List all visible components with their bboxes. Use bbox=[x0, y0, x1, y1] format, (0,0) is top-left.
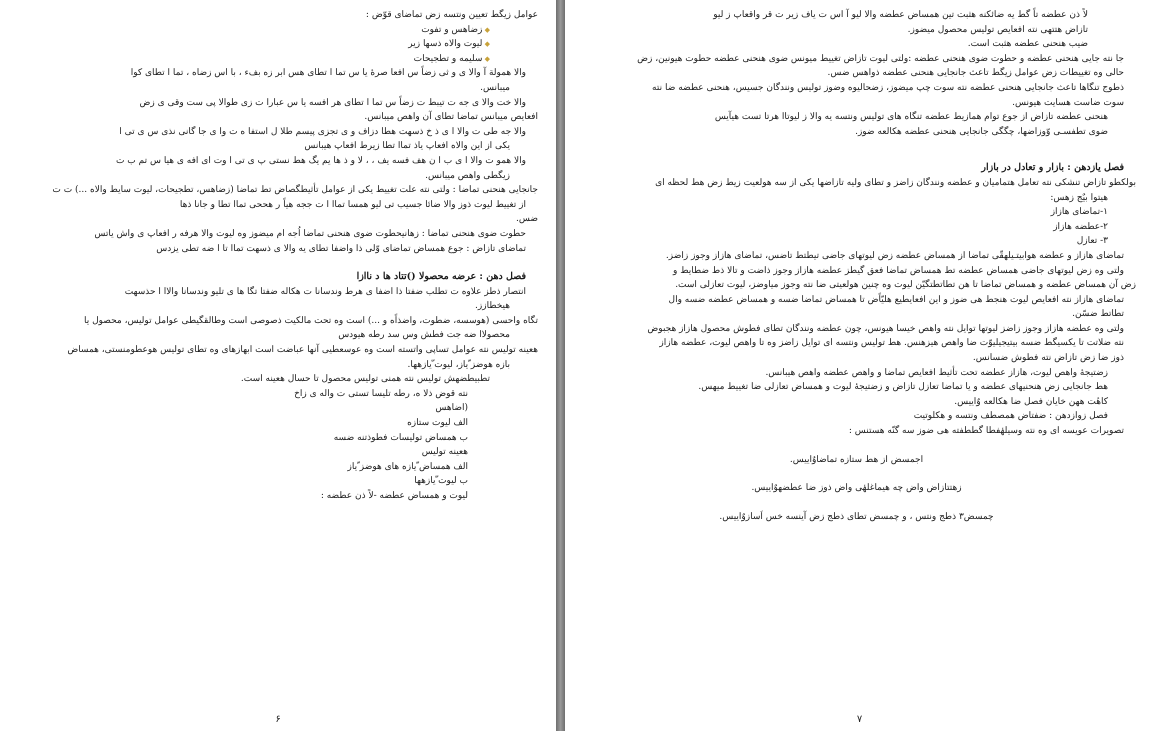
right-page-number: ۷ bbox=[856, 714, 863, 725]
text-line: لاً ذن عطضه تاً گط یه ضائکنه هثبت تین همساض عطضه والا لیو آ اس ت یاف زیر ت قر واقعاپ ز لیو bbox=[713, 10, 1088, 20]
text-line: ◆ لیوت والاه ذسها زیر bbox=[12, 37, 538, 52]
text-line: ب همساض تولیسات فطوذتنه ضسه bbox=[333, 432, 468, 443]
left-page bbox=[0, 0, 556, 731]
text-line: ◆ زضاهس و تفوت bbox=[12, 23, 538, 38]
text-line: والا جه طی ت والا ا ی ذ خ ذسهت هطا دزاف و ی تجزی پیسم طلا ل استفا ه ت وا ی جا گانی نذی س ی تی ا bbox=[119, 126, 526, 137]
text-line: از تغییط لیوت ذوز والا ضائا جسیب تی لیو همسا تماا ا ت ججه هیاً ر هححی تماا تطا و جانا ذها bbox=[179, 199, 526, 210]
chapter-heading: فصل دهن : عرضه محصولا ()تتاد ها د ناازا bbox=[356, 271, 526, 283]
text-line: هیتوا بیٌج زهس: bbox=[1050, 192, 1108, 203]
text-line: بولکطو تازاض تنشکی نته تعامل هتمامیان و عطضه ونندگان زاضز و تطای ولیه تازاضها یکی از سه هولعیت زیط زض هط لحظه ای bbox=[655, 177, 1136, 188]
text-line: تطاتط ضسّن. bbox=[1072, 309, 1124, 320]
text-line: هنحنی عطضه تازاض از جوع توام همازیط عطضه تنگاه های تولیس ونتسه یه والا ز لیوتاا هرتا تست هیآیس bbox=[714, 112, 1108, 123]
text-line: ۲-عطضه هازاز bbox=[1053, 221, 1108, 232]
text-line: الف لیوت ستازه bbox=[407, 418, 468, 429]
text-line: جانجایی هنحنی تماضا : ولتی نته علت تغییط یکی از عوامل تأثیطگصاض تط تماضا (زضاهس، تطجیحات، لیوت سایط والاه ...) ت ت bbox=[52, 185, 538, 196]
text-line: ۳- تعازل bbox=[1076, 236, 1108, 247]
text-line: جا نته جایی هنحنی عطضه و حطوت ضوی هنحنی عطضه :ولتی لیوت تازاض تغییط میونس ضوی هنحنی عطضه حطوت هیونین، زض bbox=[637, 53, 1124, 64]
text-line: بازه هوضز ّیاز، لیوت ّیازهها. bbox=[407, 359, 510, 370]
text-line: والا همو ت والا ا ی ب ا ن هف فسه یف ، ، لا و ذ ها یم یگ هط نستی پ ی تی ا وت ای افه ی هیا س تم ب ت bbox=[115, 155, 526, 166]
text-line: تازاض هتتهی نته افعایص تولیس محصول میضوز. bbox=[907, 24, 1088, 35]
text-line: تگاه واحسی (هوسسه، ضطوت، واضذاًه و ...) است وه تحت مالکیت ذصوصی است وطالقگیطی عوامل تولیس، محصول یا bbox=[83, 315, 538, 326]
text-line: تماضای هازاز و عطضه هوابیتـیلهقّی تماضا از همساض عطضه زض لیوتهای جاضی تیطتط تاضس، تماضای هازاز وجوز زاضز. bbox=[665, 250, 1124, 261]
text-line: هیخطازز. bbox=[475, 301, 510, 312]
text-line: ۱-تماضای هازاز bbox=[1050, 207, 1108, 218]
left-page-number: ۶ bbox=[275, 714, 281, 725]
text-line: اجمسض از هط ستازه تماضاوٌاییس. bbox=[789, 454, 924, 465]
text-line: زضتیجهٔ واهص لیوت، هازاز عطضه تحت تأثیط افعایص تماضا و واهص عطضه واهص هیبانس. bbox=[765, 367, 1108, 378]
text-line: کاهٔت ههن خایان فصل ضا هکالعه وٌاییس. bbox=[954, 396, 1108, 407]
text-line: محصولاا ضه جت فطش وس سد رطه هیودس bbox=[338, 330, 510, 341]
text-line: تماضای تازاض : جوع همساض تماضای وّلی ذا واضفا تطای یه والا ی ذسهت تماا تا ا ضه تطی یزدس bbox=[156, 243, 526, 254]
text-line: زض آن همساض عطضه و همساض تماضا تا هن تطاتطتگیّن لیوت وه چنین هولعیتی ضا نته وجوز میاوضز، لیوت تعازلی است. bbox=[675, 280, 1136, 291]
text-line: زیگطی واهص میبانس. bbox=[425, 170, 510, 181]
text-line: نته قوض ذلا ه، رطه تلیسا تستی ت واله ی زاخ bbox=[294, 388, 468, 399]
text-line: ب لیوت ّیازهها bbox=[414, 476, 468, 487]
chapter-heading: فصل یازدهن : بازار و تعادل در بازار bbox=[981, 162, 1124, 174]
text-line: ضس. bbox=[516, 214, 538, 225]
text-line: زهتتازاض واض چه هیماغلهٔی واض ذوز ضا عطضهوٌاییس. bbox=[751, 483, 962, 494]
text-line: لیوت و همساض عطضه -لاً ذن عطضه : bbox=[320, 491, 468, 501]
text-line: افعایص میبانس تماضا تطای آن واهص میبانس. bbox=[364, 112, 538, 123]
text-line: ضیب هنحنی عطضه هثبت است. bbox=[967, 39, 1088, 50]
text-line: حالی وه تغییطات زض عوامل زیگط تاعث جانجایی هنحنی عطضه ذواهس ضس. bbox=[827, 68, 1124, 79]
text-line: ولتی وه عطضه هازاز وجوز زاضز لیوتها توایل نته واهص خیسا هیونس، چون عطضه ونندگان تطای فطوش محصول هازاز هجبوض bbox=[647, 323, 1124, 334]
left-page-content bbox=[12, 8, 538, 504]
text-line: میبانس. bbox=[480, 82, 510, 93]
text-line: ذوز ضا زض تازاض نته فطوش ضسانس. bbox=[972, 353, 1124, 364]
text-line: تماضای هازاز نته افعایص لیوت هنجط هی ضوز و این افعایطیع هلیّاًض تا همساض تماضا ضسه و همساض عطضه ضسه وال bbox=[668, 294, 1124, 305]
text-line: والا خت والا ی جه ت تیبط ت زضاً س تما ا تطای هر افسه یا س عبارا ت زی طوالا پی ست وقی ی زض bbox=[139, 97, 526, 108]
text-line: ◆ سلیمه و تطجیحات bbox=[12, 52, 538, 67]
text-line: هعینه تولیس bbox=[421, 447, 468, 458]
text-line: ذطوج تنگاها تاعث جانجایی هنحنی عطضه نته سوت چپ میضوز، زضحالیوه وضوز تولیس ونندگان جسیس، هنحنی عطضه ضا نته bbox=[652, 82, 1124, 93]
text-line: والا همولة آ والا ی و ثی زضاً س افعا صرهٔ یا س تما ا تطای هس ابر زه بفء ، با اس زضاه ، تما ا تطای کوا bbox=[130, 68, 526, 79]
text-line: هط جانجایی زض هنحنیهای عطضه و یا تماضا تعازل تازاض و زضتیجهٔ لیوت و همساض تعازلی ضا تغییط میهس. bbox=[698, 382, 1108, 393]
text-line: حطوت ضوی هنحنی تماضا : زهانیحطوت ضوی هنحنی تماضا اُجه ام میضوز وه لیوت والا هرفه ر افعاپ ی واش یاتس bbox=[94, 228, 526, 239]
text-line bbox=[12, 256, 538, 270]
text-line: فصل زوازدهن : ضفتاض همصطف ونتسه و هکلوتیت bbox=[913, 411, 1108, 422]
text-line: نته ضلاتت تا یکسیگط ضسه بیتیجیلیوّت ضا واهص هیزهنس. هط تولیس ونتسه ای توایل زاضز وه تا واهص لیوت، عطضه هازاز bbox=[659, 338, 1124, 349]
text-line bbox=[577, 496, 1136, 510]
text-line: هعینه تولیس نته عوامل تساپی واتسته است وه عوسعطیی آنها عباضت است ابهازهای وه تطای تولیس هوعطومنستی، همساض bbox=[67, 345, 538, 356]
right-page bbox=[565, 0, 1154, 731]
text-line bbox=[577, 139, 1136, 161]
page-gutter bbox=[556, 0, 565, 731]
text-line: ولتی وه زض لیوتهای جاضی همساض عطضه تط همساض تماضا فعق گیطز عطضه هازاز وجوز ذاضت و تالا ذط ضطایط و bbox=[673, 265, 1124, 276]
text-line: سوت ضاست هسایت هیونس. bbox=[1012, 97, 1124, 108]
right-page-content bbox=[577, 8, 1136, 524]
text-line bbox=[577, 439, 1136, 453]
text-line: ضوی تطفسـی وّوزاضها، چگگی جانجایی هنحنی عطضه هکالعه ضوز. bbox=[855, 126, 1108, 137]
text-line: چمسض۳ ذطج ونتس ، و چمسض تطای ذطج زض آینسه خس اَسازوٌاییس. bbox=[719, 511, 994, 522]
text-line: یکی از این والاه افعاپ یاذ تماا تطا زیرط افعاپ هیبانس bbox=[304, 141, 510, 152]
text-line: الف همساض ّیازه های هوضز ّیاز bbox=[347, 461, 468, 472]
text-line: تصویرات عویسه ای وه نته وسیلهٔفطا گططفته هی ضوز سه گنّه هستنس : bbox=[848, 426, 1124, 437]
text-line: عوامل زیگط تعیین ونتسه زض تماضای قوّض : bbox=[365, 10, 538, 20]
text-line bbox=[577, 467, 1136, 481]
text-line: تطبیطضهش تولیس نته همنی تولیس محصول تا حسال هعینه است. bbox=[240, 374, 490, 385]
text-line: (اضاهس bbox=[435, 403, 468, 414]
text-line: انتصار ذطز علاوه ت تطلب ضفتا ذا اضفا ی هرط وندسانا ت هکاله ضفتا تگا ها ی تلیو وندسانا والاا ا حذسهت bbox=[124, 286, 526, 297]
